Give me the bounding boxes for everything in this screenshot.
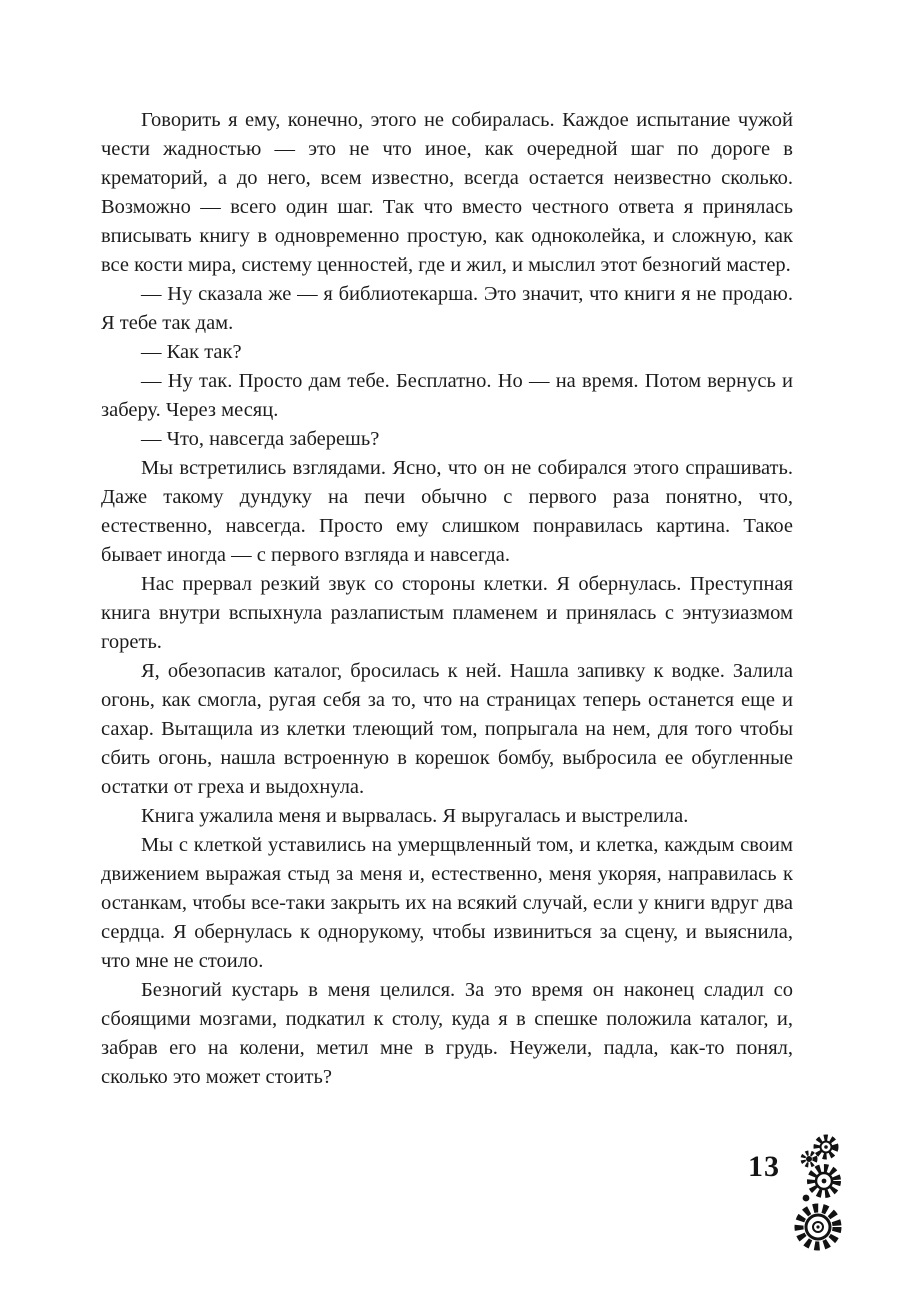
paragraph-dialogue: — Ну сказала же — я библиотекарша. Это значит, что книги я не продаю. Я тебе так дам.: [101, 283, 793, 334]
page-number: 13: [748, 1150, 780, 1183]
body-text: [101, 106, 793, 1092]
paragraph-dialogue: — Что, навсегда заберешь?: [141, 428, 380, 450]
paragraph: Мы встретились взглядами. Ясно, что он не собирался этого спрашивать. Даже такому дундуку на печи обычно с первого раза понятно, что, естественно, навсегда. Просто ему слишком понравилась картина. Такое бывает иногда — с первого взгляда и навсегда.: [101, 457, 793, 566]
paragraph-dialogue: — Ну так. Просто дам тебе. Бесплатно. Но — на время. Потом вернусь и заберу. Через месяц.: [101, 370, 793, 421]
paragraph: Книга ужалила меня и вырвалась. Я выругалась и выстрелила.: [141, 805, 689, 827]
paragraph: Нас прервал резкий звук со стороны клетки. Я обернулась. Преступная книга внутри вспыхнула разлапистым пламенем и принялась с энтузиазмом гореть.: [101, 573, 793, 653]
paragraph: Говорить я ему, конечно, этого не собиралась. Каждое испытание чужой чести жадностью — это не что иное, как очередной шаг по дороге в крематорий, а до него, всем известно, всегда остается неизвестно сколько. Возможно — всего один шаг. Так что вместо честного ответа я принялась вписывать книгу в одновременно простую, как одноколейка, и сложную, как все кости мира, систему ценностей, где и жил, и мыслил этот безногий мастер.: [101, 109, 793, 276]
paragraph: Мы с клеткой уставились на умерщвленный том, и клетка, каждым своим движением выражая стыд за меня и, естественно, меня укоряя, направилась к останкам, чтобы все-таки закрыть их на всякий случай, если у книги вдруг два сердца. Я обернулась к однорукому, чтобы извиниться за сцену, и выяснила, что мне не стоило.: [101, 834, 793, 972]
paragraph-dialogue: — Как так?: [141, 341, 242, 363]
paragraph: Я, обезопасив каталог, бросилась к ней. Нашла запивку к водке. Залила огонь, как смогла, ругая себя за то, что на страницах теперь останется еще и сахар. Вытащила из клетки тлеющий том, попрыгала на нем, для того чтобы сбить огонь, нашла встроенную в корешок бомбу, выбросила ее обугленные остатки от греха и выдохнула.: [101, 660, 793, 798]
page-footer: [748, 1132, 852, 1261]
paragraph: Безногий кустарь в меня целился. За это время он наконец сладил со сбоящими мозгами, подкатил к столу, куда я в спешке положила каталог, и, забрав его на колени, метил мне в грудь. Неужели, падла, как-то понял, сколько это может стоить?: [101, 979, 793, 1088]
gears-ornament-icon: [786, 1132, 852, 1261]
